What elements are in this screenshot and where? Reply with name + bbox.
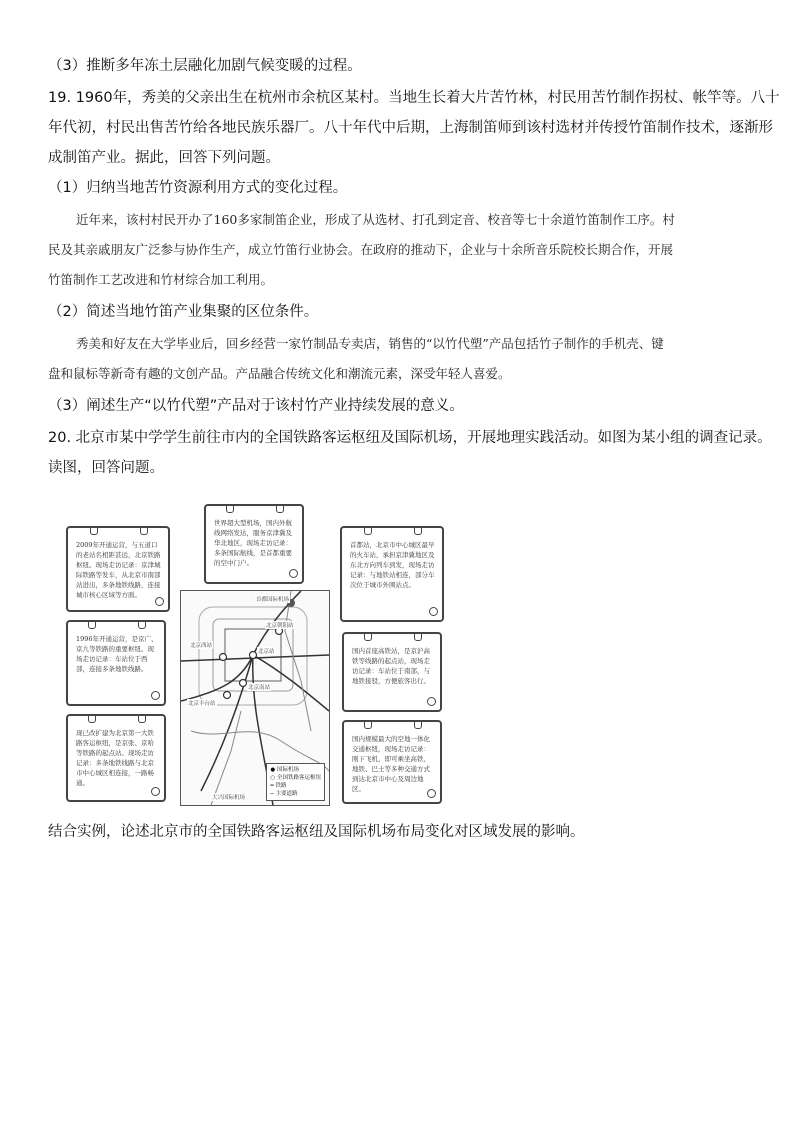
main-road	[211, 711, 241, 805]
station-marker	[220, 654, 227, 661]
q20-stem-line2: 读图，回答问题。	[48, 460, 164, 476]
station-legend-icon: ○	[270, 775, 276, 781]
note-text: 国内首座高铁站，是京沪高铁等线路的起点站，现场走访记录：车站位于南部，与地铁接驳，方便旅客出行。	[352, 647, 430, 685]
map-label-north-station: 北京朝阳站	[266, 623, 294, 629]
binder-ring-icon	[364, 526, 372, 535]
note-card	[66, 620, 166, 706]
map-legend	[266, 763, 325, 801]
q19-stem-line1: 19. 1960年，秀美的父亲出生在杭州市余杭区某村。当地生长着大片苦竹林，村民用苦竹制作拐杖、帐竿等。八十	[48, 90, 780, 106]
q20-question: 结合实例，论述北京市的全国铁路客运枢纽及国际机场布局变化对区域发展的影响。	[48, 824, 585, 840]
q19-sub2: （2）简述当地竹笛产业集聚的区位条件。	[48, 304, 319, 320]
q20-stem-line1: 20. 北京市某中学学生前往市内的全国铁路客运枢纽及国际机场，开展地理实践活动。如图为某小组的调查记录。	[48, 430, 772, 446]
pin-dot-icon	[151, 691, 160, 700]
q19-sub3: （3）阐述生产“以竹代塑”产品对于该村竹产业持续发展的意义。	[48, 398, 464, 414]
road-legend-icon: ─	[270, 791, 274, 797]
station-marker	[224, 692, 231, 699]
legend-item	[270, 790, 321, 798]
q19-stem-line3: 成制笛产业。据此，回答下列问题。	[48, 150, 280, 166]
map-label-daxing-airport: 大兴国际机场	[212, 795, 246, 801]
railway-legend-icon: ━	[270, 783, 274, 789]
note-card	[66, 526, 170, 612]
legend-label: 全国铁路客运枢纽	[276, 775, 321, 781]
beijing-transport-map	[180, 590, 330, 806]
map-label-capital-airport: 首都国际机场	[256, 597, 290, 603]
q19-passage2-line1: 秀美和好友在大学毕业后，回乡经营一家竹制品专卖店，销售的“以竹代塑”产品包括竹子制作的手机壳、键	[76, 336, 664, 351]
legend-item	[270, 766, 321, 774]
note-text: 2009年开通运营，与五道口的老站名相距甚远，北京铁路枢纽。现场走访记录：京津城际铁路等发车，从北京市南部站进出，多条地铁线路，连接城市核心区域等方面。	[76, 541, 161, 599]
binder-ring-icon	[88, 620, 96, 629]
map-label-central-station: 北京站	[258, 649, 275, 655]
pin-dot-icon	[289, 569, 298, 578]
binder-ring-icon	[276, 504, 284, 513]
q19-passage1-line1: 近年来，该村村民开办了160多家制笛企业，形成了从选材、打孔到定音、校音等七十余道竹笛制作工序。村	[76, 212, 675, 227]
q19-passage1-line2: 民及其亲戚朋友广泛参与协作生产，成立竹笛行业协会。在政府的推动下，企业与十余所音乐院校长期合作，开展	[48, 242, 674, 257]
q19-passage1-line3: 竹笛制作工艺改进和竹材综合加工利用。	[48, 272, 274, 287]
note-text: 世界超大型机场，国内外航线网络发达，服务京津冀及华北地区，现场走访记录：多条国际航线，是首都重要的空中门户。	[214, 519, 292, 567]
survey-figure	[62, 496, 450, 808]
map-label-west-station: 北京西站	[190, 643, 213, 649]
note-card	[204, 504, 304, 584]
note-text: 首都站，北京市中心城区最早的火车站，承担京津冀地区及东北方向列车到发，现场走访记录：与地铁站相连，部分车次位于城市外围站点。	[350, 541, 435, 589]
binder-ring-icon	[414, 720, 422, 729]
pin-dot-icon	[427, 789, 436, 798]
binder-ring-icon	[226, 504, 234, 513]
legend-label: 铁路	[275, 783, 287, 789]
note-card	[66, 714, 166, 802]
legend-label: 主要道路	[275, 791, 298, 797]
binder-ring-icon	[88, 714, 96, 723]
note-text: 1996年开通运营，是京广、京九等铁路的重要枢纽。现场走访记录：车站位于西部，连接多条地铁线路。	[76, 635, 158, 673]
pin-dot-icon	[427, 697, 436, 706]
binder-ring-icon	[364, 720, 372, 729]
note-card	[340, 526, 444, 622]
note-text: 现已改扩建为北京第一大铁路客运枢纽，是京张、京哈等铁路的起点站。现场走访记录：多条地铁线路与北京市中心城区相连接，一路畅通。	[76, 729, 154, 787]
binder-ring-icon	[140, 526, 148, 535]
q19-stem-line2: 年代初，村民出售苦竹给各地民族乐器厂。八十年代中后期，上海制笛师到该村选材并传授竹笛制作技术，逐渐形	[48, 120, 773, 136]
pin-dot-icon	[151, 787, 160, 796]
note-text: 国内规模最大的空地一体化交通枢纽，现场走访记录：刚下飞机，即可乘坐高铁、地铁、巴士等多种交通方式到达北京市中心及周边地区。	[352, 735, 430, 793]
binder-ring-icon	[414, 632, 422, 641]
map-label-south-station: 北京南站	[248, 685, 271, 691]
station-marker	[240, 680, 247, 687]
railway-line	[201, 655, 253, 791]
airport-legend-icon: ●	[270, 767, 276, 773]
note-card	[342, 632, 442, 712]
q18-sub3: （3）推断多年冻土层融化加剧气候变暖的过程。	[48, 58, 362, 74]
pin-dot-icon	[429, 607, 438, 616]
legend-item	[270, 782, 321, 790]
binder-ring-icon	[364, 632, 372, 641]
note-card	[342, 720, 442, 804]
binder-ring-icon	[90, 526, 98, 535]
binder-ring-icon	[414, 526, 422, 535]
pin-dot-icon	[155, 597, 164, 606]
q19-passage2-line2: 盘和鼠标等新奇有趣的文创产品。产品融合传统文化和潮流元素，深受年轻人喜爱。	[48, 366, 511, 381]
binder-ring-icon	[138, 620, 146, 629]
map-label-fengtai-station: 北京丰台站	[188, 701, 216, 707]
q19-sub1: （1）归纳当地苦竹资源利用方式的变化过程。	[48, 180, 348, 196]
legend-item	[270, 774, 321, 782]
station-marker	[250, 652, 257, 659]
legend-label: 国际机场	[276, 767, 299, 773]
binder-ring-icon	[138, 714, 146, 723]
